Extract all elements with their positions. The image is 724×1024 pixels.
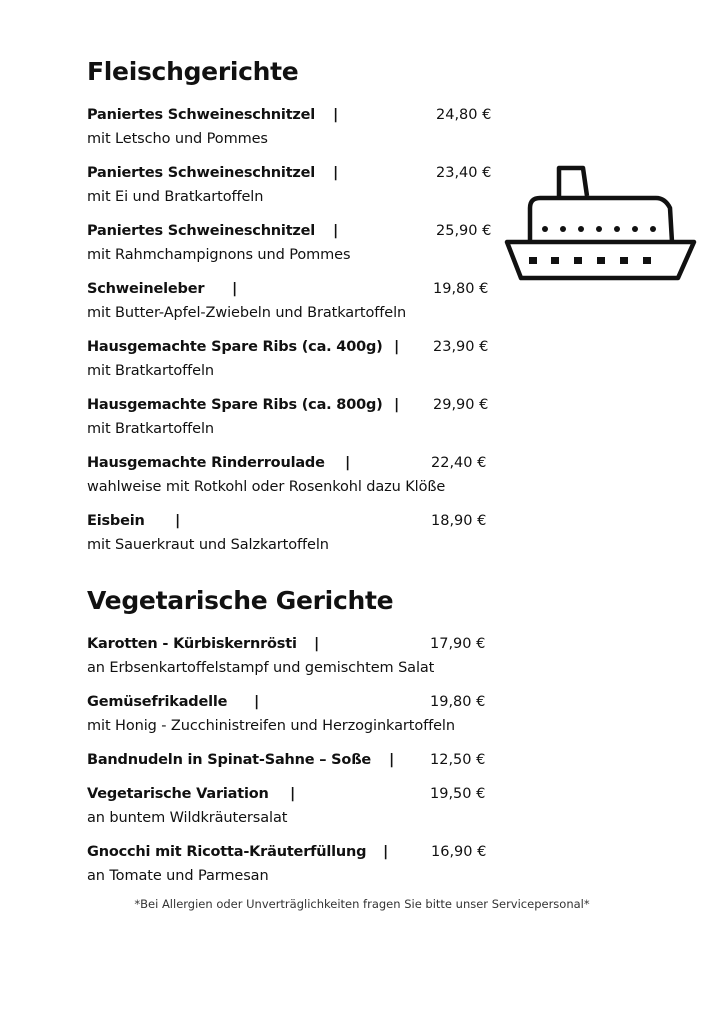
item-price: 24,80 € xyxy=(436,107,492,123)
menu-item xyxy=(87,692,507,734)
item-name: Bandnudeln in Spinat-Sahne – Soße xyxy=(87,752,372,768)
item-price: 19,50 € xyxy=(430,786,486,802)
item-price: 22,40 € xyxy=(431,455,487,471)
item-price: 18,90 € xyxy=(431,513,487,529)
item-description: mit Honig - Zucchinistreifen und Herzoginkartoffeln xyxy=(87,718,455,734)
item-description: mit Letscho und Pommes xyxy=(87,131,268,147)
item-description: an buntem Wildkräutersalat xyxy=(87,810,288,826)
item-name: Paniertes Schweineschnitzel xyxy=(87,165,316,181)
item-description: wahlweise mit Rotkohl oder Rosenkohl dazu Klöße xyxy=(87,479,446,495)
item-description: mit Bratkartoffeln xyxy=(87,363,215,379)
item-separator: | xyxy=(333,107,339,123)
menu-item xyxy=(87,511,507,553)
item-description: an Erbsenkartoffelstampf und gemischtem Salat xyxy=(87,660,435,676)
menu-item xyxy=(87,279,507,321)
item-separator: | xyxy=(389,752,395,768)
item-description: mit Bratkartoffeln xyxy=(87,421,215,437)
item-name: Gemüsefrikadelle xyxy=(87,694,228,710)
item-name: Paniertes Schweineschnitzel xyxy=(87,223,316,239)
item-name: Hausgemachte Spare Ribs (ca. 400g) xyxy=(87,339,383,355)
item-separator: | xyxy=(394,397,400,413)
item-separator: | xyxy=(383,844,389,860)
section-title-vegetarische-gerichte: Vegetarische Gerichte xyxy=(87,586,394,615)
item-price: 17,90 € xyxy=(430,636,486,652)
item-price: 25,90 € xyxy=(436,223,492,239)
menu-item xyxy=(87,750,507,770)
item-separator: | xyxy=(345,455,351,471)
item-name: Vegetarische Variation xyxy=(87,786,269,802)
menu-item xyxy=(87,453,507,495)
item-separator: | xyxy=(314,636,320,652)
item-description: mit Rahmchampignons und Pommes xyxy=(87,247,351,263)
item-price: 16,90 € xyxy=(431,844,487,860)
item-price: 19,80 € xyxy=(433,281,489,297)
item-description: mit Ei und Bratkartoffeln xyxy=(87,189,264,205)
item-description: an Tomate und Parmesan xyxy=(87,868,269,884)
item-name: Schweineleber xyxy=(87,281,205,297)
section-title-fleischgerichte: Fleischgerichte xyxy=(87,57,299,86)
menu-item xyxy=(87,105,507,147)
item-name: Paniertes Schweineschnitzel xyxy=(87,107,316,123)
item-price: 19,80 € xyxy=(430,694,486,710)
item-description: mit Sauerkraut und Salzkartoffeln xyxy=(87,537,329,553)
item-price: 23,90 € xyxy=(433,339,489,355)
item-name: Hausgemachte Spare Ribs (ca. 800g) xyxy=(87,397,383,413)
item-name: Gnocchi mit Ricotta-Kräuterfüllung xyxy=(87,844,367,860)
item-separator: | xyxy=(254,694,260,710)
menu-item xyxy=(87,221,507,263)
item-description: mit Butter-Apfel-Zwiebeln und Bratkartoffeln xyxy=(87,305,407,321)
item-separator: | xyxy=(175,513,181,529)
menu-item xyxy=(87,337,507,379)
menu-item xyxy=(87,395,507,437)
item-separator: | xyxy=(394,339,400,355)
item-price: 12,50 € xyxy=(430,752,486,768)
menu-item xyxy=(87,784,507,826)
menu-item xyxy=(87,842,507,884)
item-separator: | xyxy=(290,786,296,802)
item-name: Eisbein xyxy=(87,513,145,529)
ship-icon xyxy=(500,160,700,286)
item-price: 23,40 € xyxy=(436,165,492,181)
menu-item xyxy=(87,634,507,676)
item-separator: | xyxy=(232,281,238,297)
allergy-footnote: *Bei Allergien oder Unverträglichkeiten fragen Sie bitte unser Servicepersonal* xyxy=(134,897,590,911)
item-separator: | xyxy=(333,165,339,181)
item-name: Karotten - Kürbiskernrösti xyxy=(87,636,297,652)
item-name: Hausgemachte Rinderroulade xyxy=(87,455,325,471)
item-separator: | xyxy=(333,223,339,239)
item-price: 29,90 € xyxy=(433,397,489,413)
menu-item xyxy=(87,163,507,205)
